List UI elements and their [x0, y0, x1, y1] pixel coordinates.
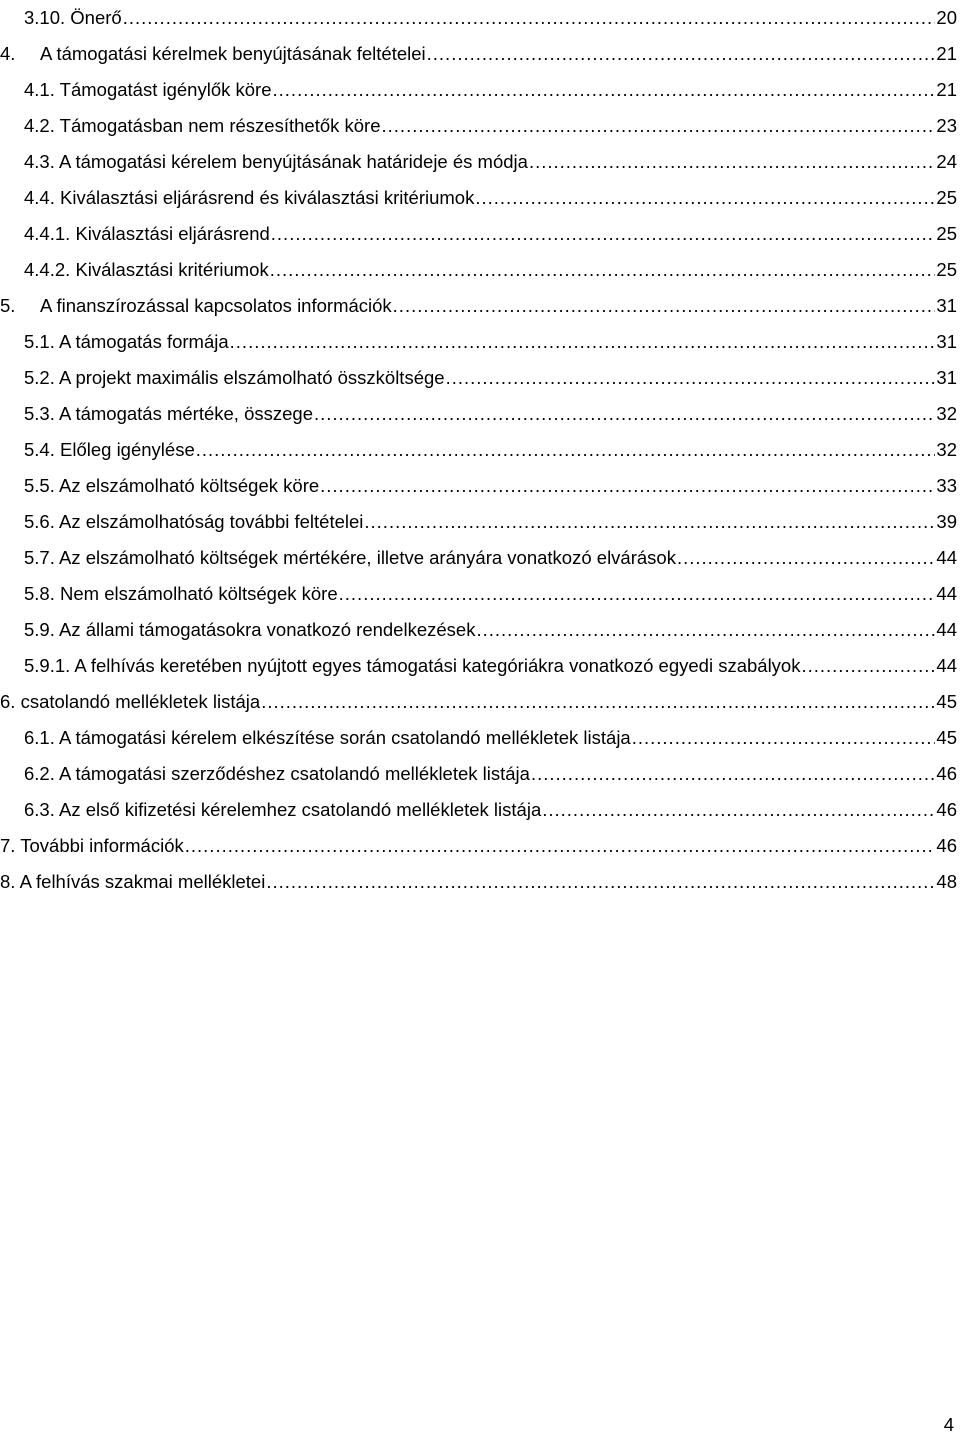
toc-entry-number: 4.2.: [24, 115, 55, 136]
toc-entry-number: 6.2.: [24, 763, 55, 784]
toc-leader-dots: [542, 796, 935, 824]
toc-entry-page: 32: [936, 439, 957, 460]
toc-entry-page: 25: [936, 223, 957, 244]
toc-leader-dots: [476, 616, 935, 644]
toc-leader-dots: [382, 112, 936, 140]
toc-entry-text: [24, 436, 195, 464]
toc-leader-dots: [271, 220, 936, 248]
toc-entry-number: 5.6.: [24, 511, 55, 532]
toc-entry[interactable]: [0, 328, 957, 356]
toc-entry-title: Kiválasztási kritériumok: [75, 259, 269, 280]
toc-entry-title: Önerő: [70, 7, 122, 28]
toc-entry[interactable]: [0, 616, 957, 644]
toc-entry-number: 7.: [0, 835, 16, 856]
toc-entry[interactable]: [0, 220, 957, 248]
toc-leader-dots: [632, 724, 936, 752]
toc-entry[interactable]: [0, 580, 957, 608]
toc-leader-dots: [273, 76, 936, 104]
toc-entry[interactable]: [0, 688, 957, 716]
toc-entry-page: 20: [936, 7, 957, 28]
toc-entry-title: Az elszámolhatóság további feltételei: [58, 511, 364, 532]
toc-entry-title: Nem elszámolható költségek köre: [60, 583, 338, 604]
toc-entry-page: 21: [936, 43, 957, 64]
toc-leader-dots: [230, 328, 936, 356]
toc-entry-text: [0, 688, 260, 716]
toc-entry-title: A támogatási kérelmek benyújtásának feltételei: [40, 43, 426, 64]
toc-leader-dots: [529, 148, 935, 176]
toc-entry-text: [24, 256, 269, 284]
toc-entry-text: [24, 364, 445, 392]
toc-leader-dots: [314, 400, 935, 428]
toc-entry-title: A projekt maximális elszámolható összköltsége: [58, 367, 445, 388]
toc-entry[interactable]: [0, 868, 957, 896]
toc-entry-page: 46: [936, 763, 957, 784]
toc-entry-number: 4.3.: [24, 151, 55, 172]
toc-entry-page: 24: [936, 151, 957, 172]
toc-entry-text: [24, 76, 272, 104]
toc-entry-page: 44: [936, 547, 957, 568]
toc-entry-text: [24, 580, 338, 608]
toc-entry[interactable]: [0, 724, 957, 752]
toc-entry-title: A finanszírozással kapcsolatos információk: [40, 295, 392, 316]
toc-entry-page: 21: [936, 79, 957, 100]
toc-entry-text: [24, 328, 229, 356]
toc-entry-number: 4.1.: [24, 79, 55, 100]
toc-entry-text: [24, 148, 528, 176]
toc-entry-page: 23: [936, 115, 957, 136]
toc-entry-text: [24, 220, 270, 248]
toc-entry-number: 5.5.: [24, 475, 55, 496]
toc-entry-title: A támogatás formája: [58, 331, 229, 352]
toc-leader-dots: [266, 868, 935, 896]
toc-leader-dots: [185, 832, 936, 860]
toc-entry[interactable]: [0, 76, 957, 104]
toc-entry-page: 33: [936, 475, 957, 496]
toc-entry-page: 31: [936, 331, 957, 352]
toc-entry-page: 31: [936, 295, 957, 316]
toc-entry-text: [24, 544, 676, 572]
toc-entry-title: Az elszámolható költségek mértékére, illetve arányára vonatkozó elvárások: [58, 547, 676, 568]
toc-entry[interactable]: [0, 148, 957, 176]
toc-entry[interactable]: [0, 184, 957, 212]
toc-entry-number: 5.: [0, 295, 16, 316]
toc-leader-dots: [446, 364, 936, 392]
toc-entry-number: 6.3.: [24, 799, 55, 820]
toc-entry-title: A támogatási szerződéshez csatolandó mellékletek listája: [58, 763, 530, 784]
toc-entry-number: 6.1.: [24, 727, 55, 748]
toc-entry-number: 5.1.: [24, 331, 55, 352]
toc-entry-title: A támogatási kérelem elkészítése során csatolandó mellékletek listája: [58, 727, 631, 748]
toc-entry[interactable]: [0, 652, 957, 680]
toc-entry-title: Kiválasztási eljárásrend és kiválasztási kritériumok: [60, 187, 475, 208]
toc-entry-page: 44: [936, 655, 957, 676]
toc-entry[interactable]: [0, 832, 957, 860]
toc-entry-text: [0, 40, 426, 68]
toc-entry-number: 5.7.: [24, 547, 55, 568]
toc-entry-title: Az állami támogatásokra vonatkozó rendelkezések: [58, 619, 476, 640]
toc-entry-text: [24, 760, 530, 788]
toc-entry-text: [24, 724, 631, 752]
toc-entry-title: A támogatás mértéke, összege: [58, 403, 313, 424]
toc-leader-dots: [801, 652, 935, 680]
toc-entry-title: Támogatásban nem részesíthetők köre: [59, 115, 381, 136]
toc-entry-title: csatolandó mellékletek listája: [20, 691, 261, 712]
toc-entry-title: Kiválasztási eljárásrend: [75, 223, 270, 244]
toc-entry-title: A felhívás szakmai mellékletei: [19, 871, 266, 892]
toc-entry-number: 5.4.: [24, 439, 55, 460]
toc-leader-dots: [677, 544, 935, 572]
toc-entry-text: [24, 4, 122, 32]
toc-entry-title: Támogatást igénylők köre: [59, 79, 272, 100]
toc-entry-text: [24, 472, 319, 500]
toc-entry-number: 4.4.: [24, 187, 55, 208]
toc-entry[interactable]: [0, 256, 957, 284]
toc-entry-text: [24, 796, 541, 824]
toc-entry-text: [0, 292, 392, 320]
toc-entry[interactable]: [0, 364, 957, 392]
toc-leader-dots: [123, 4, 936, 32]
toc-entry-text: [24, 652, 800, 680]
toc-entry-number: 5.9.: [24, 619, 55, 640]
toc-entry-page: 46: [936, 799, 957, 820]
toc-leader-dots: [393, 292, 936, 320]
toc-entry-text: [24, 184, 474, 212]
toc-entry-text: [24, 616, 475, 644]
toc-entry-title: A támogatási kérelem benyújtásának határideje és módja: [58, 151, 528, 172]
toc-entry-number: 6.: [0, 691, 16, 712]
toc-entry-page: 25: [936, 187, 957, 208]
toc-entry-text: [24, 400, 313, 428]
toc-entry[interactable]: [0, 112, 957, 140]
toc-entry-number: 4.4.1.: [24, 223, 71, 244]
toc-leader-dots: [531, 760, 935, 788]
page-number: 4: [943, 1414, 954, 1435]
toc-leader-dots: [339, 580, 936, 608]
toc-leader-dots: [196, 436, 936, 464]
toc-entry-page: 25: [936, 259, 957, 280]
toc-entry-page: 45: [936, 691, 957, 712]
toc-entry-title: A felhívás keretében nyújtott egyes támogatási kategóriákra vonatkozó egyedi szabályok: [74, 655, 801, 676]
toc-entry-title: Az első kifizetési kérelemhez csatolandó mellékletek listája: [58, 799, 542, 820]
toc-entry-number: 8.: [0, 871, 16, 892]
toc-entry-page: 39: [936, 511, 957, 532]
toc-leader-dots: [261, 688, 935, 716]
toc-entry-number: 5.3.: [24, 403, 55, 424]
toc-entry-number: 5.9.1.: [24, 655, 71, 676]
toc-entry-page: 32: [936, 403, 957, 424]
toc-entry[interactable]: [0, 472, 957, 500]
toc-leader-dots: [475, 184, 935, 212]
toc-entry[interactable]: [0, 292, 957, 320]
toc-entry-text: [0, 832, 184, 860]
toc-entry[interactable]: [0, 400, 957, 428]
toc-entry-page: 46: [936, 835, 957, 856]
toc-entry-number: 4.4.2.: [24, 259, 71, 280]
toc-entry-text: [24, 112, 381, 140]
toc-entry-page: 45: [936, 727, 957, 748]
toc-entry-number: 5.8.: [24, 583, 55, 604]
toc-entry-number: 5.2.: [24, 367, 55, 388]
toc-entry[interactable]: [0, 4, 957, 32]
toc-entry-page: 48: [936, 871, 957, 892]
toc-entry[interactable]: [0, 40, 957, 68]
toc-leader-dots: [427, 40, 936, 68]
toc-leader-dots: [320, 472, 935, 500]
toc-entry-page: 44: [936, 583, 957, 604]
toc-entry[interactable]: [0, 796, 957, 824]
toc-entry[interactable]: [0, 544, 957, 572]
toc-entry-page: 44: [936, 619, 957, 640]
toc-entry-text: [0, 868, 265, 896]
toc-entry-title: Előleg igénylése: [60, 439, 195, 460]
toc-leader-dots: [364, 508, 935, 536]
toc-leader-dots: [270, 256, 936, 284]
toc-entry-text: [24, 508, 363, 536]
toc-entry[interactable]: [0, 760, 957, 788]
toc-entry-page: 31: [936, 367, 957, 388]
toc-entry-number: 3.10.: [24, 7, 66, 28]
toc-entry[interactable]: [0, 508, 957, 536]
toc-entry-title: Az elszámolható költségek köre: [58, 475, 320, 496]
toc-entry[interactable]: [0, 436, 957, 464]
toc-entry-number: 4.: [0, 43, 16, 64]
toc-entry-title: További információk: [20, 835, 184, 856]
